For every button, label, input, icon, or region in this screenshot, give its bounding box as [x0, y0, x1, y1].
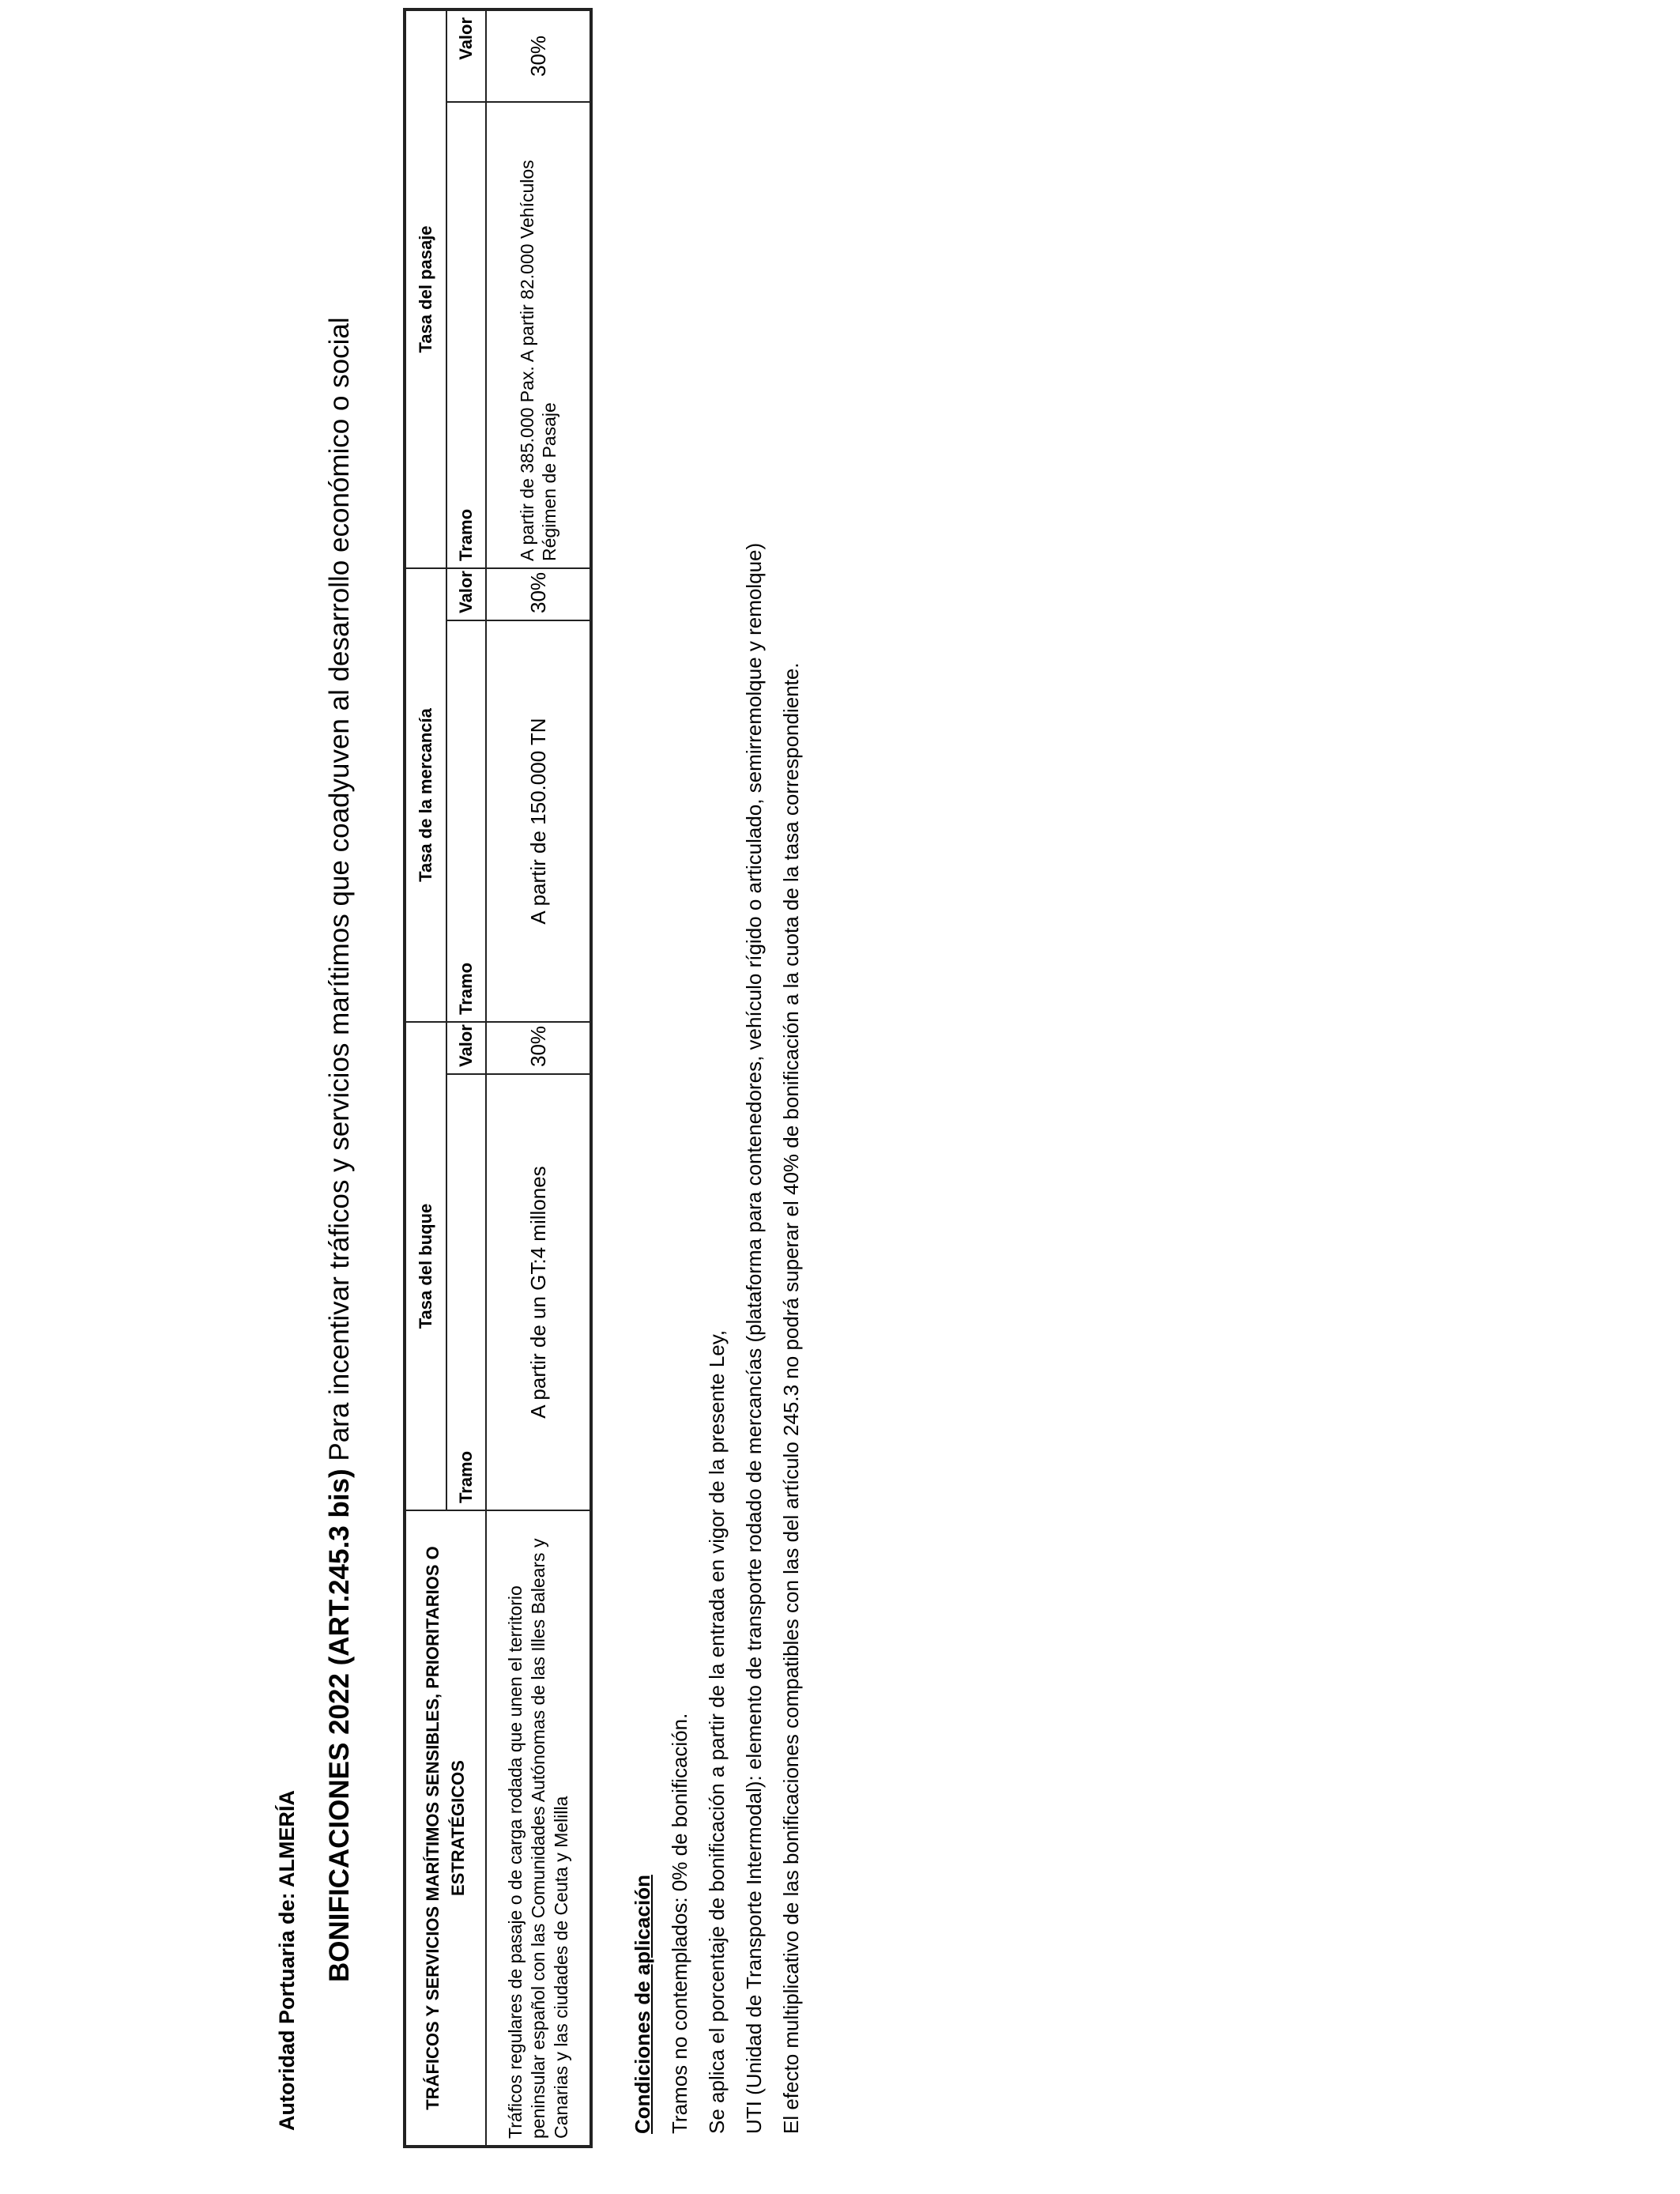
port-authority-label: Autoridad Portuaria de: ALMERÍA [275, 1789, 299, 2131]
conditions-heading: Condiciones de aplicación [631, 1875, 654, 2134]
table-row [486, 9, 591, 2147]
title-rest: Para incentivar tráficos y servicios marítimos que coadyuven al desarrollo económico o social [324, 317, 355, 1469]
condition-line: El efecto multiplicativo de las bonificaciones compatibles con las del artículo 245.3 no podrá superar el 40% de bonificación a la cuota de la tasa correspondiente. [779, 662, 803, 2134]
header-traffic-services: TRÁFICOS Y SERVICIOS MARÍTIMOS SENSIBLES, PRIORITARIOS O ESTRATÉGICOS [405, 1510, 486, 2147]
pasaje-tramo: A partir de 385.000 Pax. A partir 82.000 Vehículos Régimen de Pasaje [486, 102, 591, 568]
subheader-mercancia-valor: Valor [446, 568, 486, 620]
subheader-mercancia-tramo: Tramo [446, 620, 486, 1022]
subheader-pasaje-valor: Valor [446, 9, 486, 102]
page-title [324, 317, 356, 1982]
header-tasa-pasaje: Tasa del pasaje [405, 9, 446, 568]
mercancia-valor: 30% [486, 568, 591, 620]
subheader-pasaje-tramo: Tramo [446, 102, 486, 568]
subheader-buque-valor: Valor [446, 1022, 486, 1074]
buque-tramo: A partir de un GT:4 millones [486, 1074, 591, 1510]
header-tasa-mercancia: Tasa de la mercancía [405, 568, 446, 1022]
condition-line: Se aplica el porcentaje de bonificación a partir de la entrada en vigor de la presente Ley, [705, 1329, 729, 2134]
traffic-description: Tráficos regulares de pasaje o de carga rodada que unen el territorio peninsular español con las Comunidades Autónomas de las Illes Balears y Canarias y las ciudades de Ceuta y Melilla [486, 1510, 591, 2147]
buque-valor: 30% [486, 1022, 591, 1074]
header-tasa-buque: Tasa del buque [405, 1022, 446, 1510]
bonifications-table [403, 8, 593, 2148]
title-bold: BONIFICACIONES 2022 (ART.245.3 bis) [324, 1468, 355, 1982]
condition-line: Tramos no contemplados: 0% de bonificación. [668, 1713, 691, 2134]
pasaje-valor: 30% [486, 9, 591, 102]
conditions-section [624, 543, 810, 2134]
condition-line: UTI (Unidad de Transporte Intermodal): elemento de transporte rodado de mercancías (plataforma para contenedores, vehículo rígido o articulado, semirremolque y remolque) [742, 542, 766, 2134]
subheader-buque-tramo: Tramo [446, 1074, 486, 1510]
mercancia-tramo: A partir de 150.000 TN [486, 620, 591, 1022]
